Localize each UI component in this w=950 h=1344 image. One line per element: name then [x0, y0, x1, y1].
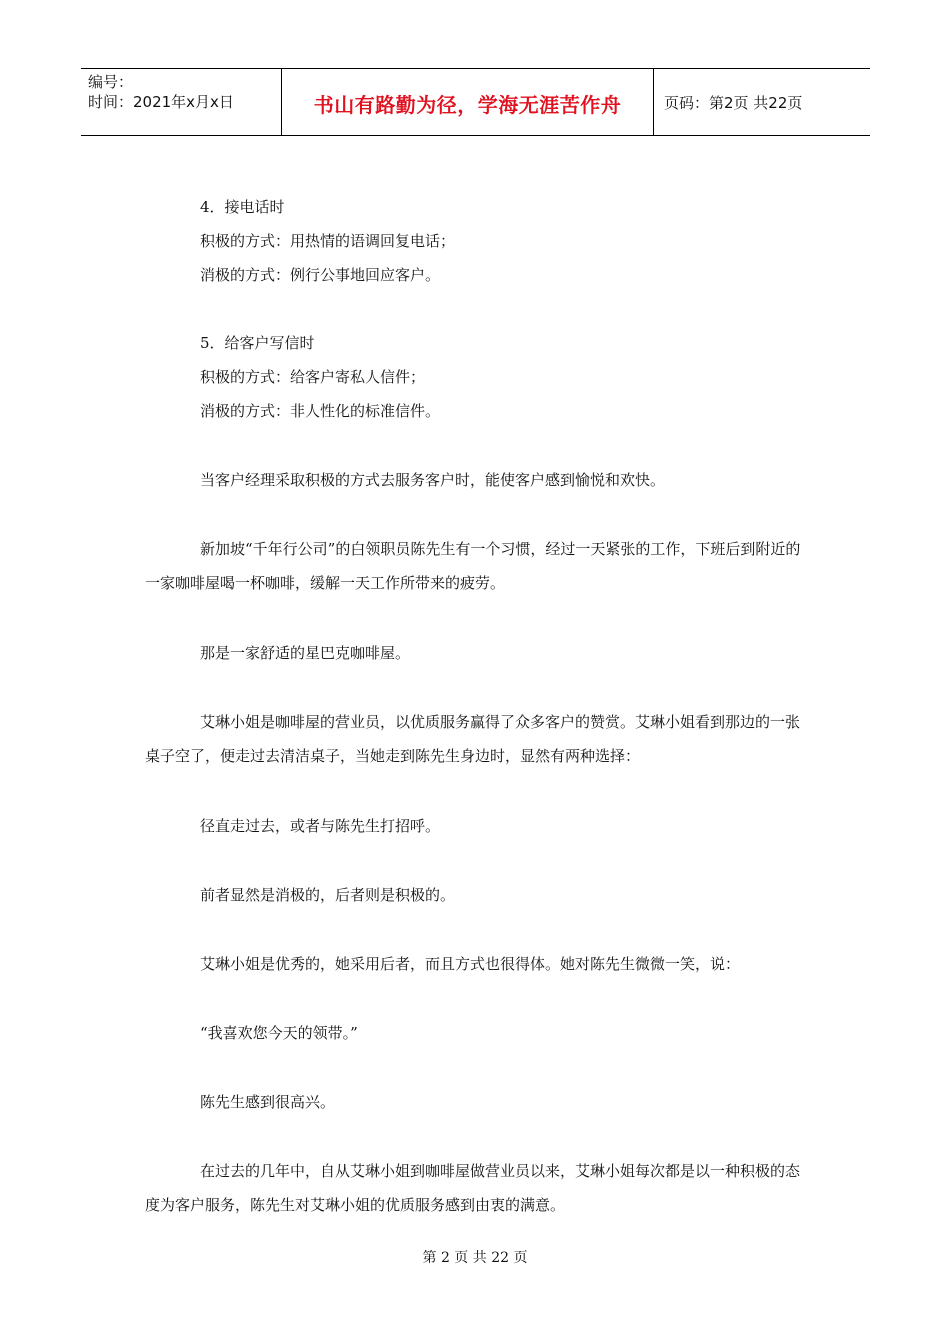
- page-footer: 第 2 页 共 22 页: [422, 1250, 528, 1266]
- section-4-negative: 消极的方式：例行公事地回应客户。: [200, 266, 441, 284]
- paragraph-10: 在过去的几年中，自从艾琳小姐到咖啡屋做营业员以来，艾琳小姐每次都是以一种积极的态度为客户服务，陈先生对艾琳小姐的优质服务感到由衷的满意。: [145, 1162, 801, 1214]
- document-time-label: 时间：2021年x月x日: [88, 93, 234, 111]
- paragraph-3: 那是一家舒适的星巴克咖啡屋。: [200, 644, 411, 662]
- page-header: [81, 68, 870, 136]
- section-5-positive: 积极的方式：给客户寄私人信件；: [200, 368, 426, 386]
- section-5-title: 5．给客户写信时: [200, 334, 315, 352]
- header-page-info: 页码：第2页 共22页: [664, 93, 803, 112]
- paragraph-6: 前者显然是消极的，后者则是积极的。: [200, 886, 456, 904]
- header-motto: 书山有路勤为径，学海无涯苦作舟: [282, 69, 654, 135]
- paragraph-1: 当客户经理采取积极的方式去服务客户时，能使客户感到愉悦和欢快。: [200, 471, 666, 489]
- section-4-title: 4．接电话时: [200, 198, 285, 216]
- paragraph-9: 陈先生感到很高兴。: [200, 1093, 336, 1111]
- paragraph-8: “我喜欢您今天的领带。”: [200, 1024, 358, 1042]
- section-5-negative: 消极的方式：非人性化的标准信件。: [200, 402, 441, 420]
- paragraph-4: 艾琳小姐是咖啡屋的营业员，以优质服务赢得了众多客户的赞赏。艾琳小姐看到那边的一张桌子空了，便走过去清洁桌子，当她走到陈先生身边时，显然有两种选择：: [145, 713, 801, 765]
- paragraph-2: 新加坡“千年行公司”的白领职员陈先生有一个习惯，经过一天紧张的工作，下班后到附近的一家咖啡屋喝一杯咖啡，缓解一天工作所带来的疲劳。: [145, 540, 801, 592]
- document-number-label: 编号：: [88, 73, 134, 91]
- header-meta: [81, 69, 282, 135]
- section-4-positive: 积极的方式：用热情的语调回复电话；: [200, 232, 456, 250]
- paragraph-7: 艾琳小姐是优秀的，她采用后者，而且方式也很得体。她对陈先生微微一笑，说：: [200, 955, 741, 973]
- paragraph-5: 径直走过去，或者与陈先生打招呼。: [200, 817, 441, 835]
